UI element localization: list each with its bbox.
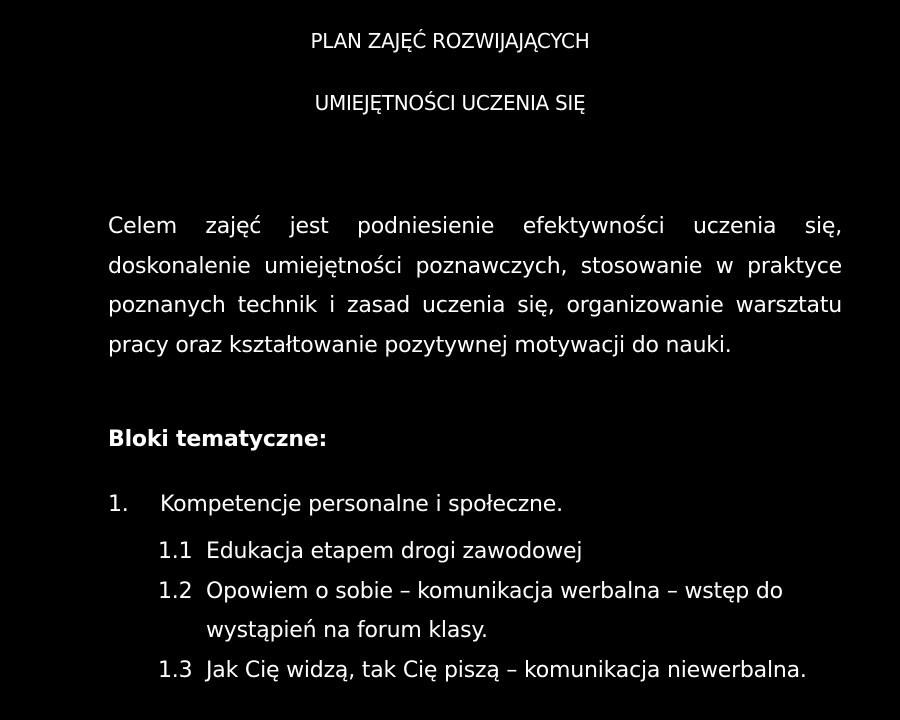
subtopic-item: [158, 651, 858, 691]
topic-number: 1.: [108, 492, 129, 517]
subtopic-number: 1.2: [158, 578, 193, 604]
intro-paragraph: Celem zajęć jest podniesienie efektywności uczenia się, doskonalenie umiejętności poznawczych, stosowanie w praktyce poznanych technik i zasad uczenia się, organizowanie warsztatu pracy oraz kształtowanie pozytywnej motywacji do nauki.: [108, 214, 842, 358]
subtopic-number: 1.1: [158, 539, 193, 564]
topic-title: Kompetencje personalne i społeczne.: [160, 492, 563, 517]
subtopic-title: Opowiem o sobie – komunikacja werbalna – wstęp do wystąpień na forum klasy.: [206, 578, 783, 643]
subtopic-title: Jak Cię widzą, tak Cię piszą – komunikacja niewerbalna.: [206, 657, 807, 683]
document-title-line-1: PLAN ZAJĘĆ ROZWIJAJĄCYCH: [310, 29, 590, 53]
subtopic-list: [158, 532, 858, 690]
subtopic-item: [158, 532, 858, 572]
subtopic-title: Edukacja etapem drogi zawodowej: [206, 539, 583, 564]
subtopic-number: 1.3: [158, 657, 193, 683]
topic-item: [108, 492, 563, 517]
document-title-line-2: UMIEJĘTNOŚCI UCZENIA SIĘ: [314, 91, 586, 115]
subtopic-item: [158, 572, 858, 651]
section-heading: Bloki tematyczne:: [108, 427, 328, 452]
